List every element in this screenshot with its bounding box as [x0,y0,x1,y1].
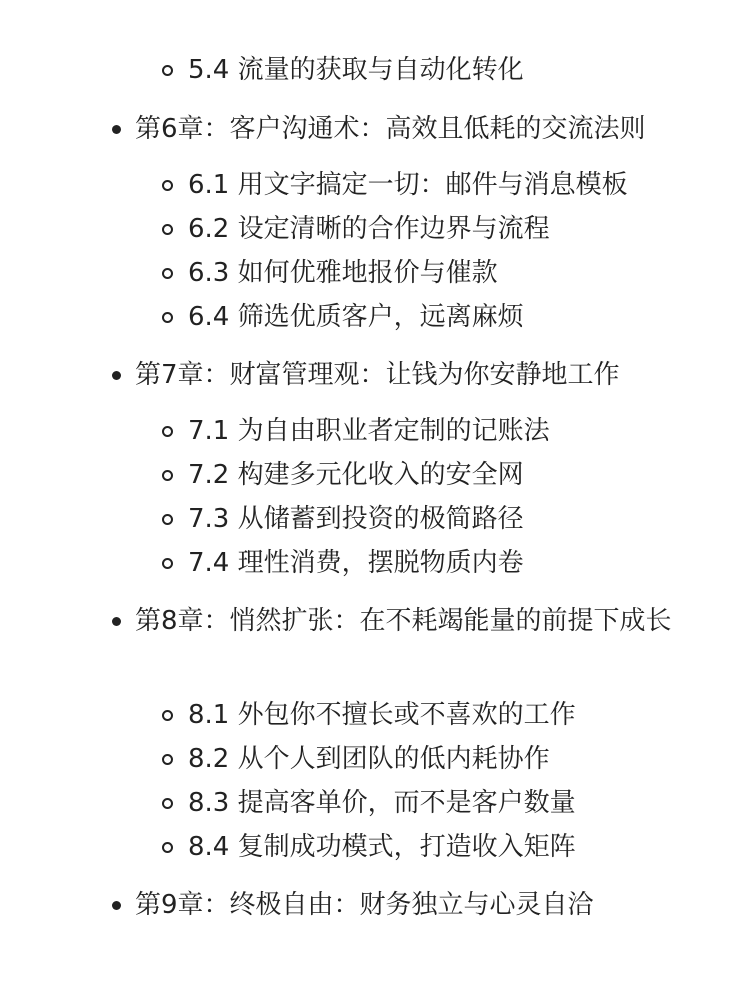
hollow-bullet-icon [162,798,173,809]
bullet-icon [112,617,121,626]
hollow-bullet-icon [162,180,173,191]
hollow-bullet-icon [162,842,173,853]
list-item-7-3: 7.3 从储蓄到投资的极简路径 [188,504,524,534]
list-item-7-2: 7.2 构建多元化收入的安全网 [188,460,524,490]
list-item-8-4: 8.4 复制成功模式，打造收入矩阵 [188,832,576,862]
chapter-7-heading: 第7章：财富管理观：让钱为你安静地工作 [135,360,620,390]
list-item-8-1: 8.1 外包你不擅长或不喜欢的工作 [188,700,576,730]
list-item-8-3: 8.3 提高客单价，而不是客户数量 [188,788,576,818]
list-item-6-3: 6.3 如何优雅地报价与催款 [188,258,498,288]
list-item-8-2: 8.2 从个人到团队的低内耗协作 [188,744,550,774]
hollow-bullet-icon [162,470,173,481]
hollow-bullet-icon [162,65,173,76]
bullet-icon [112,901,121,910]
bullet-icon [112,371,121,380]
chapter-9-heading: 第9章：终极自由：财务独立与心灵自洽 [135,890,594,920]
bullet-icon [112,125,121,134]
hollow-bullet-icon [162,426,173,437]
chapter-6-heading: 第6章：客户沟通术：高效且低耗的交流法则 [135,114,646,144]
list-item-7-4: 7.4 理性消费，摆脱物质内卷 [188,548,524,578]
hollow-bullet-icon [162,268,173,279]
hollow-bullet-icon [162,224,173,235]
list-item-7-1: 7.1 为自由职业者定制的记账法 [188,416,550,446]
list-item-6-1: 6.1 用文字搞定一切：邮件与消息模板 [188,170,628,200]
list-item-6-4: 6.4 筛选优质客户，远离麻烦 [188,302,524,332]
hollow-bullet-icon [162,754,173,765]
list-item-5-4: 5.4 流量的获取与自动化转化 [188,55,524,85]
chapter-8-heading: 第8章：悄然扩张：在不耗竭能量的前提下成长 [135,606,672,636]
hollow-bullet-icon [162,558,173,569]
hollow-bullet-icon [162,710,173,721]
hollow-bullet-icon [162,312,173,323]
hollow-bullet-icon [162,514,173,525]
list-item-6-2: 6.2 设定清晰的合作边界与流程 [188,214,550,244]
